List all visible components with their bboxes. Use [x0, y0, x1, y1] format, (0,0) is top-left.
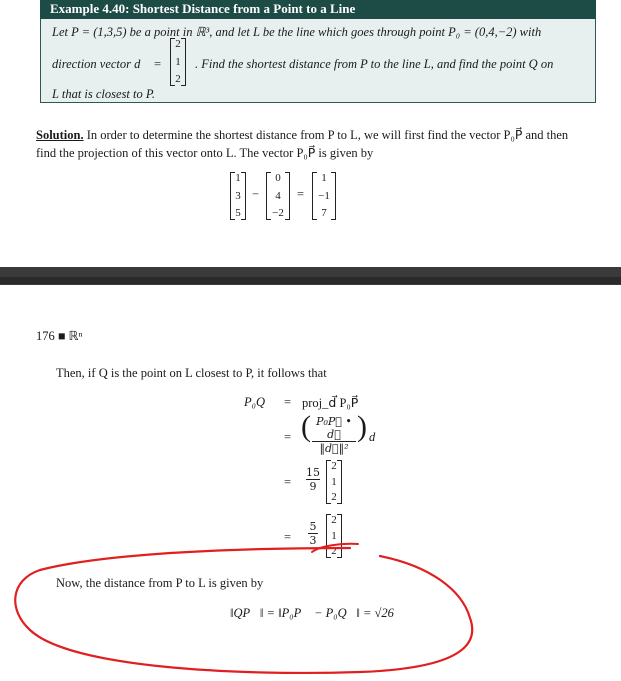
vector-entry: 0 — [275, 172, 281, 184]
annotation-ellipse — [15, 548, 472, 673]
vector-entry: 2 — [331, 545, 337, 557]
eq4-denominator: 3 — [309, 534, 317, 547]
eq2-vector: d⃗ — [369, 430, 385, 444]
solution-line-2: find the projection of this vector onto L. The vector P₀P⃗ is given by — [36, 146, 374, 160]
example-line-2-post: . Find the shortest distance from P to the line L, and find the point Q on — [195, 57, 554, 71]
vector-entry: 5 — [235, 207, 241, 219]
equals-sign: = — [297, 187, 305, 201]
solution-text-1: In order to determine the shortest distance from P to L, we will first find the vector P₀P⃗ and then — [86, 128, 569, 142]
example-title: Example 4.40: Shortest Distance from a Point to a Line — [50, 1, 356, 16]
vector-entry: 1 — [175, 55, 181, 68]
example-line-1: Let P = (1,3,5) be a point in ℝ³, and let L be the line which goes through point P₀ = (0,4,−2) with — [52, 25, 542, 39]
vector-entry: −1 — [318, 189, 330, 202]
page-number: 176 ■ ℝⁿ — [36, 329, 83, 343]
vector-entry: 2 — [331, 514, 337, 526]
vector-entry: 1 — [321, 172, 327, 184]
vector-entry: 1 — [331, 475, 337, 488]
eq2-denominator: ‖d⃗‖² — [312, 441, 356, 455]
left-paren: ( — [301, 410, 311, 443]
vector-entry: 1 — [331, 529, 337, 542]
eq1-rhs: proj_d⃗ P₀P⃗ — [302, 396, 359, 410]
vector-entry: 3 — [235, 189, 241, 202]
example-line-3: L that is closest to P. — [52, 87, 156, 101]
solution-label: Solution. — [36, 128, 84, 142]
vector-entry: 4 — [275, 189, 281, 202]
eq-sign-4: = — [284, 530, 292, 544]
vector-entry: 2 — [175, 73, 181, 85]
vector-entry: 2 — [175, 38, 181, 50]
eq2-numerator: P₀P⃗ • d⃗ — [316, 415, 352, 441]
eq-sign-1: = — [284, 395, 292, 409]
then-text: Then, if Q is the point on L closest to P, it follows that — [56, 366, 327, 380]
eq4-numerator: 5 — [309, 520, 317, 533]
vector-entry: 1 — [235, 172, 241, 184]
example-line-2-pre: direction vector d⃗ = — [52, 57, 162, 71]
distance-text: Now, the distance from P to L is given by — [56, 576, 264, 590]
minus-sign: − — [252, 187, 260, 201]
eq3-denominator: 9 — [306, 479, 320, 493]
eq-sign-2: = — [284, 430, 292, 444]
vector-entry: 2 — [331, 460, 337, 472]
eq-sign-3: = — [284, 475, 292, 489]
right-paren: ) — [357, 410, 367, 443]
vector-entry: 7 — [321, 207, 327, 219]
vector-entry: 2 — [331, 491, 337, 503]
vector-entry: −2 — [272, 207, 284, 219]
eq-lhs: P₀Q⃗ — [244, 395, 275, 409]
eq3-numerator: 15 — [306, 466, 320, 479]
distance-equation: ‖QP⃗‖ = ‖P₀P⃗ − P₀Q⃗‖ = √26 — [230, 606, 394, 620]
